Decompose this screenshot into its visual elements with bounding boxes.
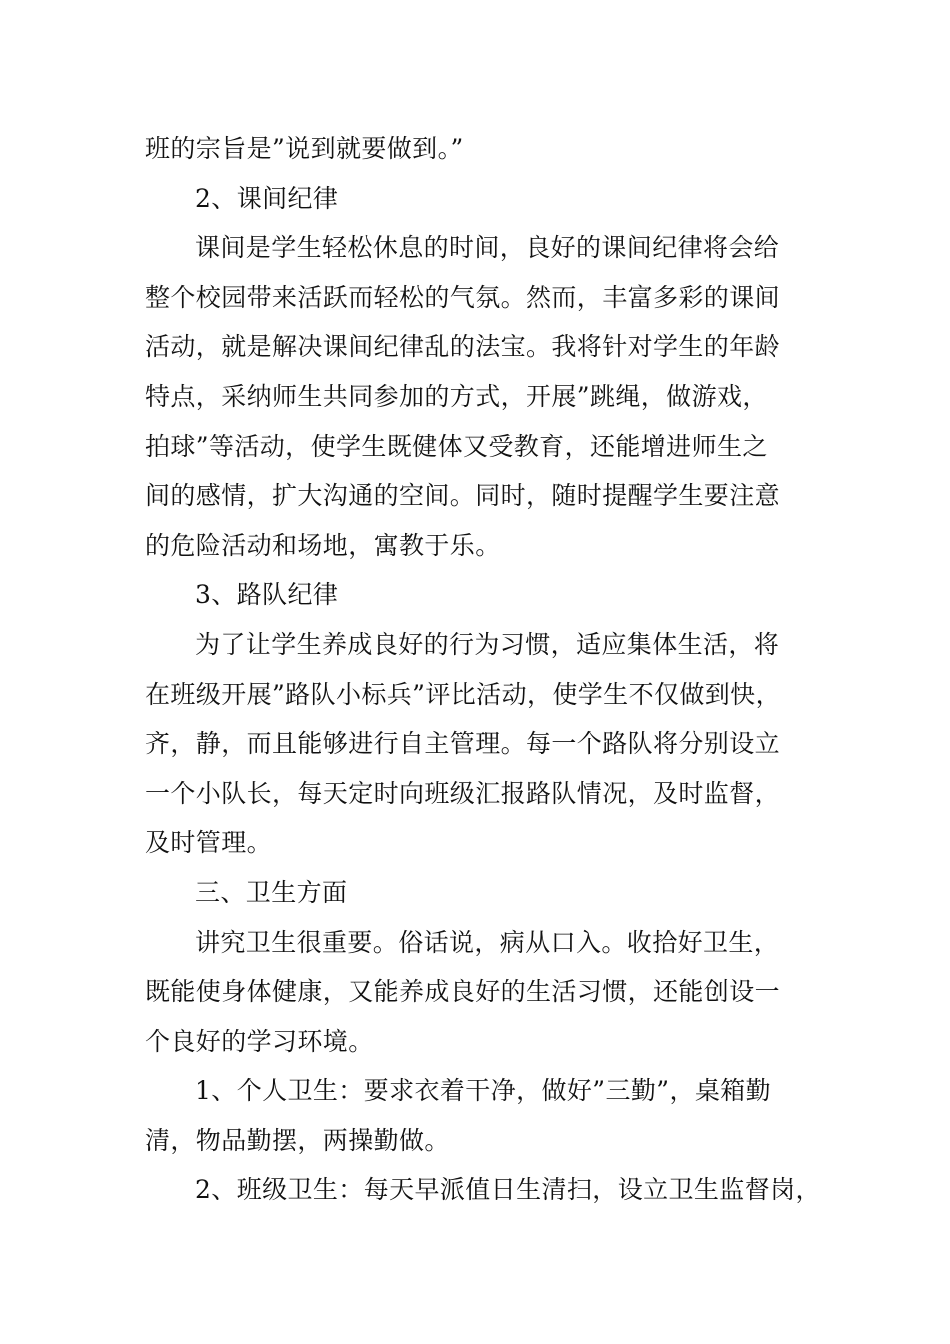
- text-line: 为了让学生养成良好的行为习惯，适应集体生活，将: [195, 629, 780, 659]
- section-heading: 3、路队纪律: [195, 580, 339, 610]
- text-line: 的危险活动和场地，寓教于乐。: [145, 530, 501, 560]
- text-line: 清，物品勤摆，两操勤做。: [145, 1125, 450, 1155]
- text-line: 齐，静，而且能够进行自主管理。每一个路队将分别设立: [145, 729, 781, 759]
- text-line: 班的宗旨是”说到就要做到。”: [145, 134, 464, 163]
- document-body: [145, 124, 821, 1215]
- text-line: 讲究卫生很重要。俗话说，病从口入。收拾好卫生，: [195, 927, 780, 957]
- text-line: 一个小队长，每天定时向班级汇报路队情况，及时监督，: [145, 778, 781, 808]
- text-line: 课间是学生轻松休息的时间，良好的课间纪律将会给: [195, 233, 780, 263]
- section-heading: 三、卫生方面: [195, 877, 348, 907]
- text-line: 活动，就是解决课间纪律乱的法宝。我将针对学生的年龄: [145, 332, 781, 362]
- text-line: 间的感情，扩大沟通的空间。同时，随时提醒学生要注意: [145, 481, 781, 511]
- section-heading: 2、课间纪律: [195, 183, 339, 213]
- text-line: 拍球”等活动，使学生既健体又受教育，还能增进师生之: [145, 431, 768, 461]
- text-line: 在班级开展”路队小标兵”评比活动，使学生不仅做到快，: [145, 679, 781, 709]
- text-line: 个良好的学习环境。: [145, 1026, 374, 1056]
- text-line: 整个校园带来活跃而轻松的气氛。然而，丰富多彩的课间: [145, 282, 781, 312]
- text-line: 及时管理。: [145, 828, 273, 858]
- text-line: 1、个人卫生：要求衣着干净，做好”三勤”，桌箱勤: [195, 1076, 772, 1106]
- text-line: 特点，采纳师生共同参加的方式，开展”跳绳，做游戏，: [145, 381, 768, 411]
- text-line: 2、班级卫生：每天早派值日生清扫，设立卫生监督岗，: [195, 1175, 821, 1205]
- text-line: 既能使身体健康，又能养成良好的生活习惯，还能创设一: [145, 977, 781, 1007]
